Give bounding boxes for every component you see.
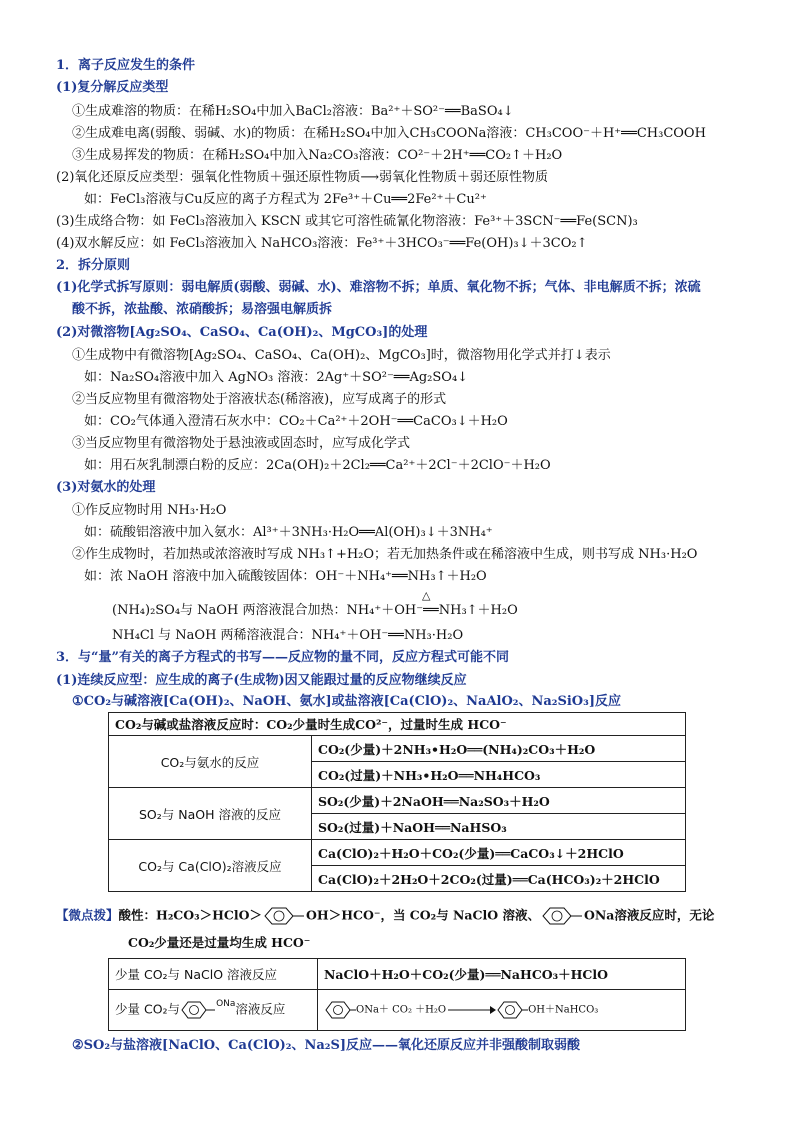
tip-line <box>56 906 714 926</box>
s2-item-3c: ②作生成物时，若加热或浓溶液时写成 NH₃↑+H₂O；若无加热条件或在稀溶液中生成，则书写成 NH₃·H₂O <box>72 547 698 562</box>
benzene-icon <box>324 999 356 1021</box>
table-cell-eq: SO₂(少量)＋2NaOH══Na₂SO₃＋H₂O <box>312 788 686 814</box>
s2-item-2a: ①生成物中有微溶物[Ag₂SO₄、CaSO₄、Ca(OH)₂、MgCO₃]时，微溶物用化学式并打↓表示 <box>72 348 611 363</box>
table-cell-eq <box>318 990 686 1031</box>
table-row-label: 少量 CO₂与 NaClO 溶液反应 <box>109 959 318 990</box>
tip-text-3: ONa溶液反应时，无论 <box>583 907 715 923</box>
s2-item-2e: ③当反应物里有微溶物处于悬浊液或固态时，应写成化学式 <box>72 436 411 451</box>
table-cell-eq: Ca(ClO)₂＋2H₂O＋2CO₂(过量)══Ca(HCO₃)₂＋2HClO <box>312 866 686 892</box>
row-label-part: 溶液反应 <box>235 1001 286 1017</box>
tip-text-1: 酸性：H₂CO₃＞HClO＞ <box>118 907 263 923</box>
s3-item-1b: ②SO₂与盐溶液[NaClO、Ca(ClO)₂、Na₂S]反应——氧化还原反应并非强酸制取弱酸 <box>72 1038 581 1053</box>
table-cell-eq: NaClO＋H₂O＋CO₂(少量)══NaHCO₃＋HClO <box>318 959 686 990</box>
s3-heading-1: (1)连续反应型：应生成的离子(生成物)因又能跟过量的反应物继续反应 <box>56 673 467 688</box>
section1-title: 1．离子反应发生的条件 <box>56 58 196 73</box>
phenolate-reaction-table <box>108 958 686 1031</box>
s1-heading-3: (3)生成络合物：如 FeCl₃溶液加入 KSCN 或其它可溶性硫氰化物溶液：Fe³⁺＋3SCN⁻══Fe(SCN)₃ <box>56 214 638 229</box>
s1-item-1c: ③生成易挥发的物质：在稀H₂SO₄中加入Na₂CO₃溶液：CO²⁻＋2H⁺══CO₂↑＋H₂O <box>72 148 563 163</box>
table-cell-eq: SO₂(过量)＋NaOH══NaHSO₃ <box>312 814 686 840</box>
heat-condition: △ <box>422 589 431 602</box>
tip-text-4: CO₂少量还是过量均生成 HCO⁻ <box>128 935 311 950</box>
row-label-part: 少量 CO₂与 <box>115 1001 181 1017</box>
s2-heading-2: (2)对微溶物[Ag₂SO₄、CaSO₄、Ca(OH)₂、MgCO₃]的处理 <box>56 325 428 340</box>
co2-reaction-table <box>108 712 686 892</box>
table-row-label: SO₂与 NaOH 溶液的反应 <box>109 788 312 840</box>
table-header: CO₂与碱或盐溶液反应时：CO₂少量时生成CO²⁻，过量时生成 HCO⁻ <box>109 713 686 736</box>
table-cell-eq: CO₂(少量)＋2NH₃•H₂O══(NH₄)₂CO₃＋H₂O <box>312 736 686 762</box>
section3-title: 3．与“量”有关的离子方程式的书写——反应物的量不同，反应方程式可能不同 <box>56 650 510 665</box>
table-row-label: CO₂与 Ca(ClO)₂溶液反应 <box>109 840 312 892</box>
tip-tag: 【微点拨】 <box>56 907 119 923</box>
s2-item-2f: 如：用石灰乳制漂白粉的反应：2Ca(OH)₂＋2Cl₂══Ca²⁺＋2Cl⁻＋2ClO⁻＋H₂O <box>84 458 551 473</box>
benzene-icon <box>540 906 584 926</box>
table-cell-eq: Ca(ClO)₂＋H₂O＋CO₂(少量)══CaCO₃↓＋2HClO <box>312 840 686 866</box>
s2-heading-1b: 酸不拆，浓盐酸、浓硝酸拆；易溶强电解质拆 <box>72 302 333 317</box>
s2-item-2d: 如：CO₂气体通入澄清石灰水中：CO₂＋Ca²⁺＋2OH⁻══CaCO₃↓＋H₂O <box>84 414 508 429</box>
section2-title: 2．拆分原则 <box>56 258 131 273</box>
s1-heading-1: (1)复分解反应类型 <box>56 80 169 95</box>
s2-item-2c: ②当反应物里有微溶物处于溶液状态(稀溶液)，应写成离子的形式 <box>72 392 447 407</box>
s1-item-1b: ②生成难电离(弱酸、弱碱、水)的物质：在稀H₂SO₄中加入CH₃COONa溶液：CH₃COO⁻＋H⁺══CH₃COOH <box>72 126 706 141</box>
s2-item-3e: (NH₄)₂SO₄与 NaOH 两溶液混合加热：NH₄⁺＋OH⁻══NH₃↑＋H₂O <box>112 603 518 618</box>
s2-item-3d: 如：浓 NaOH 溶液中加入硫酸铵固体：OH⁻＋NH₄⁺══NH₃↑＋H₂O <box>84 569 487 584</box>
s2-item-2b: 如：Na₂SO₄溶液中加入 AgNO₃ 溶液：2Ag⁺＋SO²⁻══Ag₂SO₄↓ <box>84 370 469 385</box>
s2-heading-1a: (1)化学式拆写原则：弱电解质(弱酸、弱碱、水)、难溶物不拆；单质、氧化物不拆；气体、非电解质不拆；浓硫 <box>56 280 701 295</box>
s2-item-3f: NH₄Cl 与 NaOH 两稀溶液混合：NH₄⁺＋OH⁻══NH₃·H₂O <box>112 628 464 643</box>
tip-text-2: OH＞HCO⁻，当 CO₂与 NaClO 溶液、 <box>306 907 540 923</box>
s1-heading-2: (2)氧化还原反应类型：强氧化性物质＋强还原性物质⟶弱氧化性物质＋弱还原性物质 <box>56 170 549 185</box>
s1-item-2a: 如：FeCl₃溶液与Cu反应的离子方程式为 2Fe³⁺＋Cu══2Fe²⁺＋Cu²⁺ <box>84 192 487 207</box>
s2-heading-3: (3)对氨水的处理 <box>56 480 156 495</box>
table-row-label <box>109 990 318 1031</box>
benzene-icon <box>496 999 528 1021</box>
benzene-icon <box>262 906 306 926</box>
reaction-arrow-icon <box>446 1004 496 1016</box>
s2-item-3b: 如：硫酸铝溶液中加入氨水：Al³⁺＋3NH₃·H₂O══Al(OH)₃↓＋3NH₄⁺ <box>84 525 493 540</box>
eq-part-right: OH＋NaHCO₃ <box>528 1004 599 1016</box>
table-cell-eq: CO₂(过量)＋NH₃•H₂O══NH₄HCO₃ <box>312 762 686 788</box>
s1-item-1a: ①生成难溶的物质：在稀H₂SO₄中加入BaCl₂溶液：Ba²⁺＋SO²⁻══BaSO₄↓ <box>72 104 514 119</box>
table-row-label: CO₂与氨水的反应 <box>109 736 312 788</box>
onsa-subscript: ONa <box>216 999 236 1009</box>
s2-item-3a: ①作反应物时用 NH₃·H₂O <box>72 503 227 518</box>
benzene-icon <box>180 999 216 1021</box>
eq-part-left: ONa＋ CO₂ ＋H₂O <box>356 1004 447 1016</box>
s1-heading-4: (4)双水解反应：如 FeCl₃溶液加入 NaHCO₃溶液：Fe³⁺＋3HCO₃⁻══Fe(OH)₃↓＋3CO₂↑ <box>56 236 588 251</box>
s3-item-1a: ①CO₂与碱溶液[Ca(OH)₂、NaOH、氨水]或盐溶液[Ca(ClO)₂、NaAlO₂、Na₂SiO₃]反应 <box>72 694 621 709</box>
